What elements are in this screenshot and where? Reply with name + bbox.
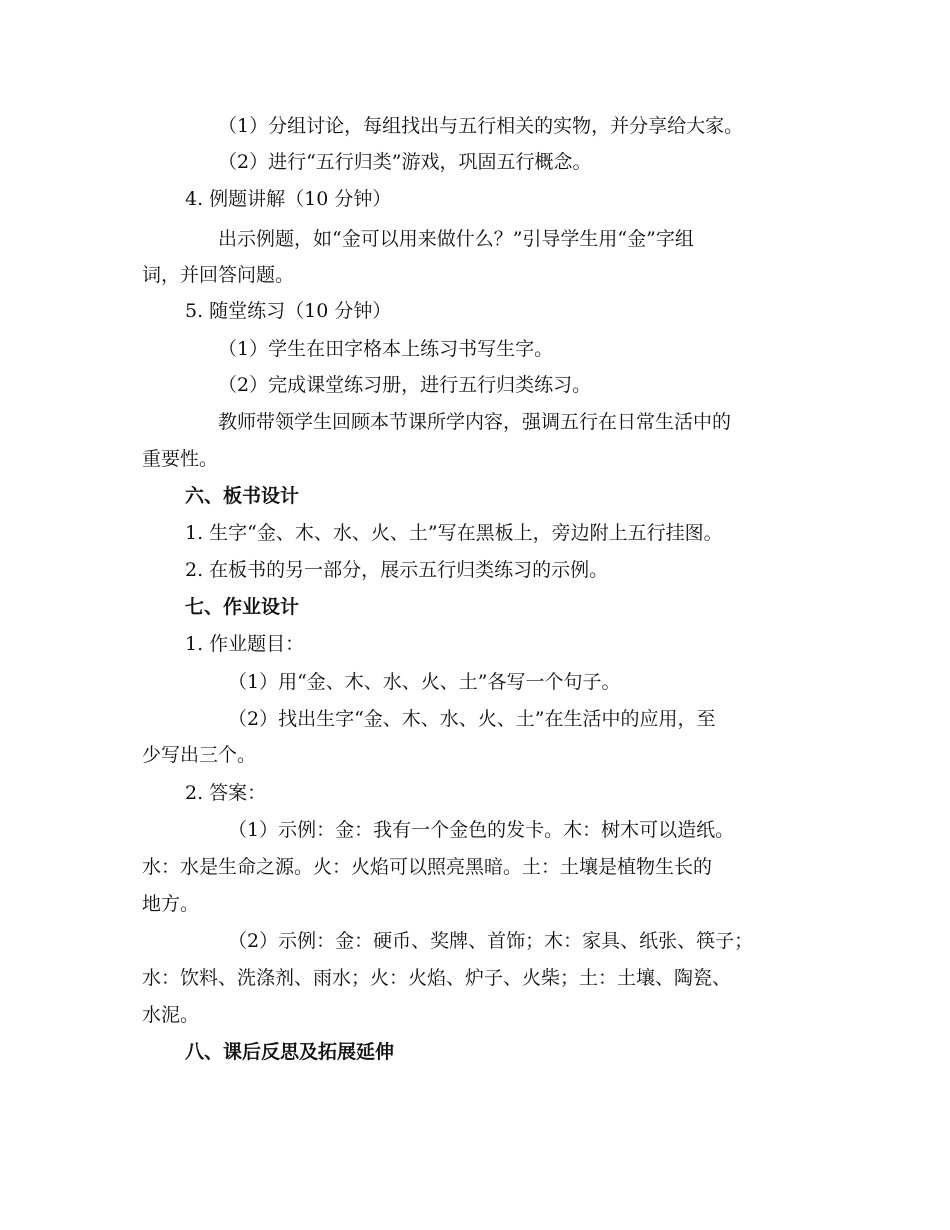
section-heading: 八、课后反思及拓展延伸 xyxy=(185,1041,395,1063)
text-line: （2）完成课堂练习册，进行五行归类练习。 xyxy=(218,374,592,396)
text-line: （1）用“金、木、水、火、土”各写一个句子。 xyxy=(228,671,621,693)
section-heading: 七、作业设计 xyxy=(185,596,300,618)
text-line: （1）分组讨论，每组找出与五行相关的实物，并分享给大家。 xyxy=(218,115,744,137)
text-line: 重要性。 xyxy=(142,448,219,470)
text-line: 词，并回答问题。 xyxy=(142,264,295,286)
text-line: （1）示例：金：我有一个金色的发卡。木：树木可以造纸。 xyxy=(228,819,735,841)
list-item: 1. 生字“金、木、水、火、土”写在黑板上，旁边附上五行挂图。 xyxy=(185,522,723,544)
text-line: 水泥。 xyxy=(142,1004,200,1026)
text-line: 教师带领学生回顾本节课所学内容，强调五行在日常生活中的 xyxy=(218,411,732,433)
text-line: （1）学生在田字格本上练习书写生字。 xyxy=(218,338,554,360)
section-item: 5. 随堂练习（10 分钟） xyxy=(185,300,392,322)
list-item: 2. 答案： xyxy=(185,782,267,804)
text-line: 水：水是生命之源。火：火焰可以照亮黑暗。土：土壤是植物生长的 xyxy=(142,856,713,878)
text-line: （2）示例：金：硬币、奖牌、首饰；木：家具、纸张、筷子； xyxy=(228,930,754,952)
text-line: 少写出三个。 xyxy=(142,744,257,766)
text-line: 水：饮料、洗涤剂、雨水；火：火焰、炉子、火柴；土：土壤、陶瓷、 xyxy=(142,967,732,989)
text-line: 地方。 xyxy=(142,893,200,915)
list-item: 1. 作业题目： xyxy=(185,633,305,655)
list-item: 2. 在板书的另一部分，展示五行归类练习的示例。 xyxy=(185,559,609,581)
section-item: 4. 例题讲解（10 分钟） xyxy=(185,188,392,210)
text-line: （2）进行“五行归类”游戏，巩固五行概念。 xyxy=(218,151,592,173)
section-heading: 六、板书设计 xyxy=(185,485,300,507)
text-line: 出示例题，如“金可以用来做什么？”引导学生用“金”字组 xyxy=(218,228,694,250)
text-line: （2）找出生字“金、木、水、火、土”在生活中的应用，至 xyxy=(228,708,716,730)
